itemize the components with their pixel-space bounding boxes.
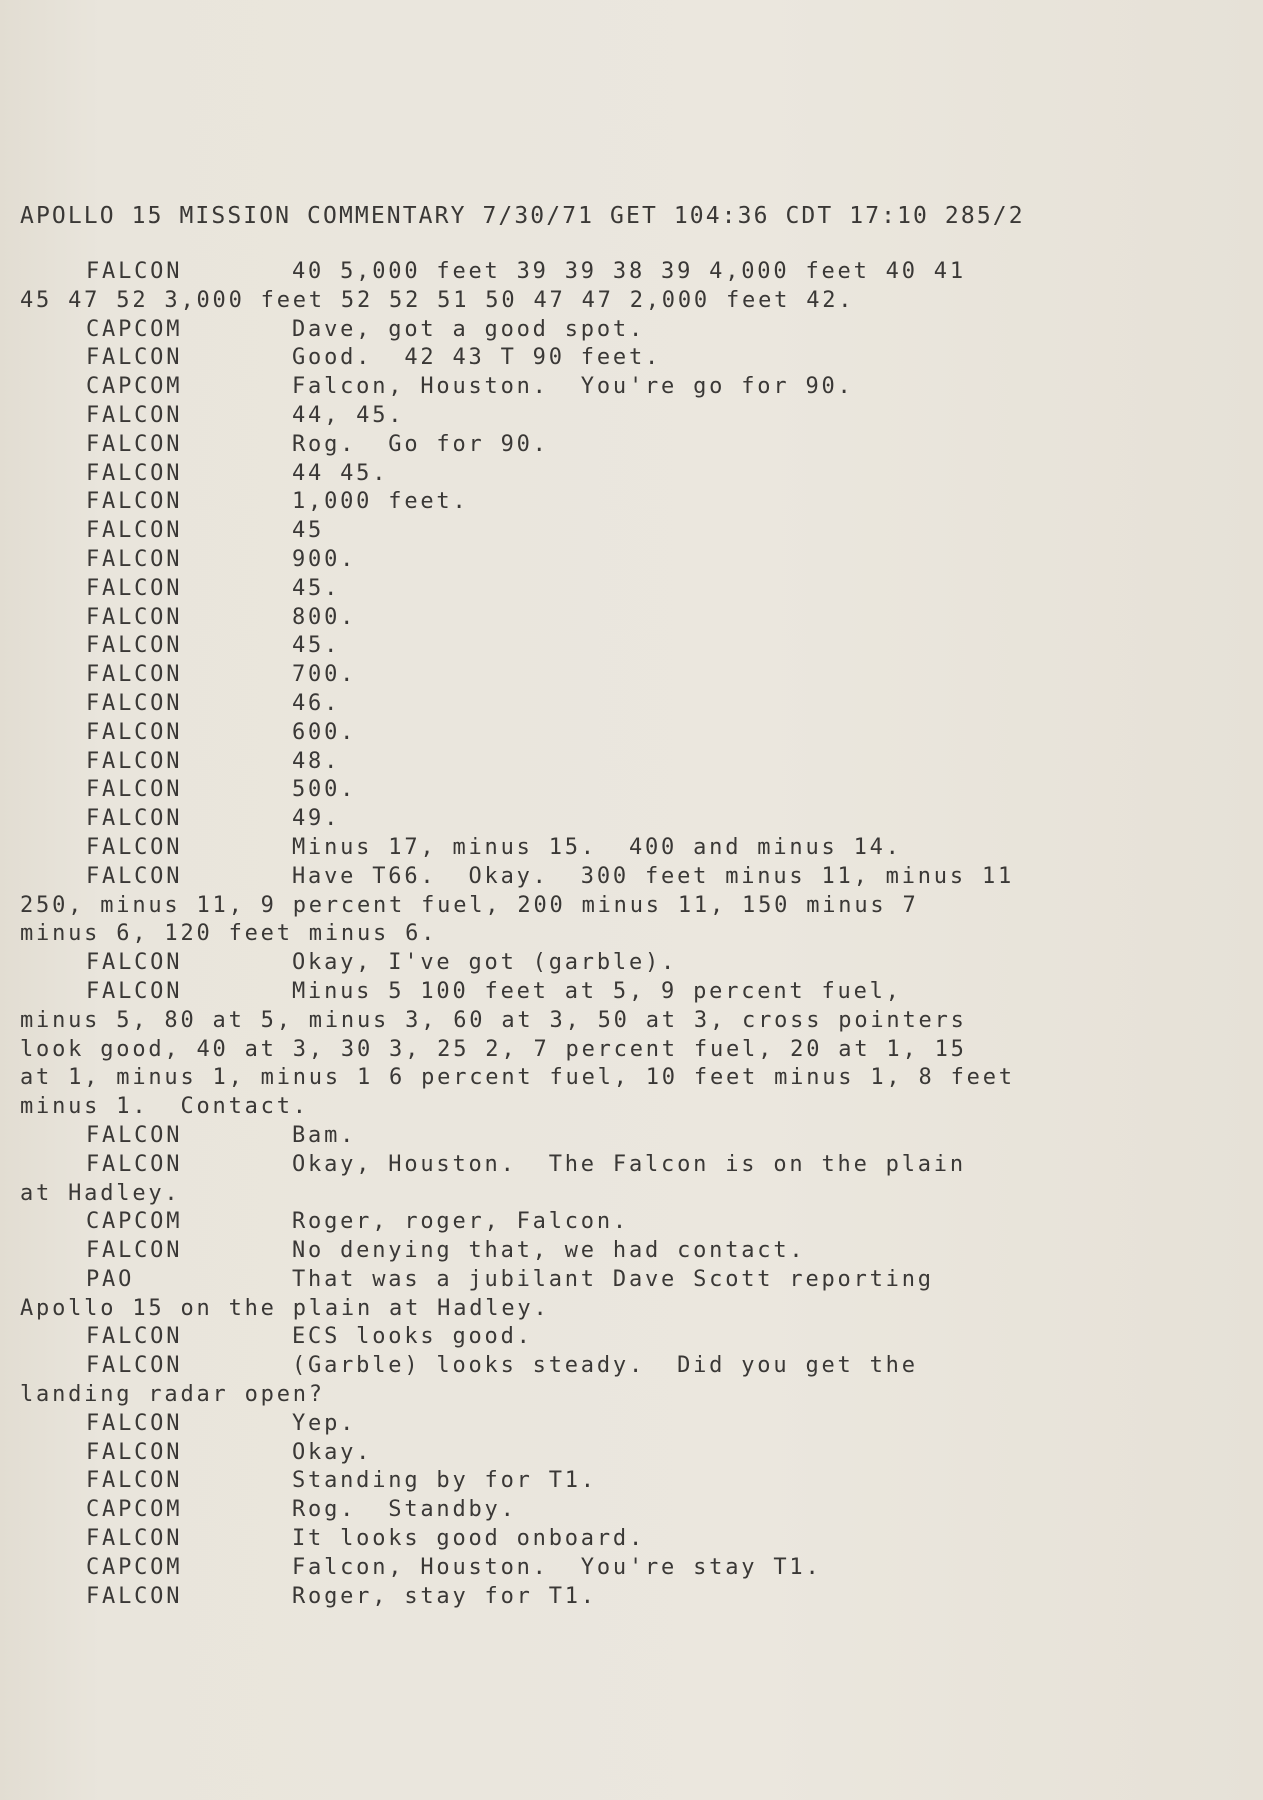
transcript-line [20, 604, 1180, 633]
transcript-line [20, 1467, 1180, 1496]
speech-text: Have T66. Okay. 300 feet minus 11, minus 11 [292, 863, 1015, 889]
speaker-label: CAPCOM [86, 1209, 183, 1235]
transcript-line [20, 1410, 1180, 1439]
speaker-label: FALCON [86, 748, 183, 774]
transcript-entry [20, 1122, 1180, 1151]
speech-text: Bam. [292, 1122, 357, 1148]
transcript-line [20, 402, 1180, 431]
speaker-label: FALCON [86, 719, 183, 745]
transcript-line [20, 1151, 1180, 1180]
transcript-entry [20, 1352, 1180, 1410]
transcript-entry [20, 1410, 1180, 1439]
transcript-entry [20, 949, 1180, 978]
transcript-line [20, 575, 1180, 604]
speaker-label: FALCON [86, 1238, 183, 1264]
speech-text: Good. 42 43 T 90 feet. [292, 345, 662, 371]
speech-text: That was a jubilant Dave Scott reporting [292, 1266, 934, 1292]
speech-text: 49. [292, 806, 341, 832]
speech-text: 1,000 feet. [292, 489, 469, 515]
speech-text: 500. [292, 777, 357, 803]
speaker-label: CAPCOM [86, 316, 183, 342]
speech-text: 40 5,000 feet 39 39 38 39 4,000 feet 40 41 [292, 259, 966, 284]
speech-text: (Garble) looks steady. Did you get the [292, 1353, 918, 1379]
speech-text: It looks good onboard. [292, 1526, 645, 1552]
transcript-entry [20, 1439, 1180, 1468]
speaker-label: CAPCOM [86, 1497, 183, 1523]
speaker-label: FALCON [86, 662, 183, 688]
transcript-line [20, 863, 1180, 892]
speech-text: Roger, roger, Falcon. [292, 1209, 629, 1235]
speaker-label: FALCON [86, 575, 183, 601]
transcript-entry [20, 1525, 1180, 1554]
speech-text: Rog. Go for 90. [292, 431, 549, 457]
speech-text: Yep. [292, 1410, 357, 1436]
transcript-entry [20, 258, 1180, 316]
speech-text: 44, 45. [292, 402, 405, 428]
speaker-label: FALCON [86, 259, 183, 284]
speaker-label: FALCON [86, 1410, 183, 1436]
speaker-label: FALCON [86, 834, 183, 860]
transcript-entry [20, 316, 1180, 345]
speaker-label: FALCON [86, 863, 183, 889]
continuation-line: 250, minus 11, 9 percent fuel, 200 minus 11, 150 minus 7 [20, 892, 919, 918]
transcript-line [20, 719, 1180, 748]
speaker-label: FALCON [86, 402, 183, 428]
speaker-label: FALCON [86, 1583, 183, 1609]
speech-text: 46. [292, 690, 341, 716]
speaker-label: FALCON [86, 777, 183, 803]
continuation-line: at Hadley. [20, 1180, 181, 1206]
transcript-line [20, 834, 1180, 863]
transcript-entry [20, 1554, 1180, 1583]
transcript-line [20, 431, 1180, 460]
speech-text: Falcon, Houston. You're stay T1. [292, 1554, 822, 1580]
continuation-line: minus 1. Contact. [20, 1094, 309, 1120]
continuation-line: look good, 40 at 3, 30 3, 25 2, 7 percent fuel, 20 at 1, 15 [20, 1036, 967, 1062]
speaker-label: FALCON [86, 431, 183, 457]
speech-text: Rog. Standby. [292, 1497, 517, 1523]
speech-text: 600. [292, 719, 357, 745]
transcript-line [20, 1439, 1180, 1468]
transcript-line [20, 1525, 1180, 1554]
speaker-label: FALCON [86, 1439, 183, 1465]
page-header: APOLLO 15 MISSION COMMENTARY 7/30/71 GET 104:36 CDT 17:10 285/2 [20, 203, 1025, 229]
speech-text: 44 45. [292, 460, 389, 486]
speaker-label: FALCON [86, 1151, 183, 1177]
speaker-label: FALCON [86, 806, 183, 832]
transcript-entry [20, 690, 1180, 719]
transcript-entry [20, 1467, 1180, 1496]
speaker-label: FALCON [86, 950, 183, 976]
transcript-entry [20, 748, 1180, 777]
transcript-entry [20, 1151, 1180, 1209]
transcript-line [20, 1352, 1180, 1381]
speaker-label: CAPCOM [86, 1554, 183, 1580]
speech-text: Standing by for T1. [292, 1468, 597, 1494]
transcript-line [20, 776, 1180, 805]
speaker-label: FALCON [86, 690, 183, 716]
speaker-label: FALCON [86, 633, 183, 659]
speaker-label: FALCON [86, 1526, 183, 1552]
transcript-line [20, 1323, 1180, 1352]
continuation-line: minus 6, 120 feet minus 6. [20, 921, 438, 947]
transcript-entry [20, 776, 1180, 805]
transcript-entry [20, 517, 1180, 546]
transcript-line [20, 1237, 1180, 1266]
continuation-line: landing radar open? [20, 1382, 325, 1408]
transcript-entry [20, 344, 1180, 373]
transcript-line [20, 488, 1180, 517]
speech-text: Roger, stay for T1. [292, 1583, 597, 1609]
transcript-line [20, 1554, 1180, 1583]
speech-text: 45. [292, 575, 341, 601]
transcript-line [20, 460, 1180, 489]
transcript-line [20, 748, 1180, 777]
transcript-line [20, 344, 1180, 373]
speaker-label: FALCON [86, 518, 183, 544]
transcript-entry [20, 604, 1180, 633]
speaker-label: FALCON [86, 345, 183, 371]
transcript-entry [20, 632, 1180, 661]
transcript-entry [20, 1583, 1180, 1612]
transcript-entry [20, 488, 1180, 517]
speaker-label: FALCON [86, 1353, 183, 1379]
transcript-line [20, 1496, 1180, 1525]
transcript-entry [20, 402, 1180, 431]
transcript-line [20, 1208, 1180, 1237]
speech-text: Falcon, Houston. You're go for 90. [292, 374, 854, 400]
transcript-line [20, 805, 1180, 834]
transcript-line [20, 316, 1180, 345]
speaker-label: FALCON [86, 604, 183, 630]
speaker-label: FALCON [86, 489, 183, 515]
speech-text: Okay, I've got (garble). [292, 950, 678, 976]
speaker-label: CAPCOM [86, 374, 183, 400]
speech-text: Minus 5 100 feet at 5, 9 percent fuel, [292, 978, 902, 1004]
transcript-entry [20, 546, 1180, 575]
transcript-line [20, 632, 1180, 661]
speaker-label: FALCON [86, 1122, 183, 1148]
transcript [20, 258, 1180, 1611]
speaker-label: FALCON [86, 1324, 183, 1350]
transcript-entry [20, 719, 1180, 748]
speech-text: 45 [292, 518, 325, 544]
transcript-entry [20, 1323, 1180, 1352]
speaker-label: FALCON [86, 1468, 183, 1494]
transcript-entry [20, 805, 1180, 834]
speaker-label: PAO [86, 1266, 135, 1292]
speech-text: 700. [292, 662, 357, 688]
transcript-entry [20, 1496, 1180, 1525]
transcript-line [20, 373, 1180, 402]
transcript-line [20, 1122, 1180, 1151]
transcript-line [20, 1266, 1180, 1295]
speech-text: Okay. [292, 1439, 373, 1465]
speech-text: Dave, got a good spot. [292, 316, 645, 342]
transcript-line [20, 690, 1180, 719]
transcript-entry [20, 978, 1180, 1122]
transcript-entry [20, 863, 1180, 949]
transcript-entry [20, 373, 1180, 402]
transcript-entry [20, 1237, 1180, 1266]
speech-text: Okay, Houston. The Falcon is on the plain [292, 1151, 966, 1177]
speech-text: Minus 17, minus 15. 400 and minus 14. [292, 834, 902, 860]
speaker-label: FALCON [86, 978, 183, 1004]
transcript-line [20, 258, 1180, 287]
transcript-line [20, 1583, 1180, 1612]
transcript-line [20, 978, 1180, 1007]
speech-text: 45. [292, 633, 341, 659]
transcript-entry [20, 575, 1180, 604]
continuation-line: minus 5, 80 at 5, minus 3, 60 at 3, 50 at 3, cross pointers [20, 1007, 967, 1033]
transcript-entry [20, 834, 1180, 863]
speaker-label: FALCON [86, 546, 183, 572]
speech-text: ECS looks good. [292, 1324, 533, 1350]
speech-text: 800. [292, 604, 357, 630]
transcript-line [20, 517, 1180, 546]
speech-text: 48. [292, 748, 341, 774]
continuation-line: at 1, minus 1, minus 1 6 percent fuel, 10 feet minus 1, 8 feet [20, 1065, 1015, 1091]
speech-text: No denying that, we had contact. [292, 1238, 806, 1264]
speaker-label: FALCON [86, 460, 183, 486]
transcript-line [20, 949, 1180, 978]
transcript-entry [20, 460, 1180, 489]
transcript-entry [20, 431, 1180, 460]
continuation-line: 45 47 52 3,000 feet 52 52 51 50 47 47 2,000 feet 42. [20, 287, 855, 313]
transcript-entry [20, 1266, 1180, 1324]
transcript-entry [20, 661, 1180, 690]
continuation-line: Apollo 15 on the plain at Hadley. [20, 1295, 550, 1321]
transcript-entry [20, 1208, 1180, 1237]
speech-text: 900. [292, 546, 357, 572]
transcript-line [20, 661, 1180, 690]
transcript-line [20, 546, 1180, 575]
